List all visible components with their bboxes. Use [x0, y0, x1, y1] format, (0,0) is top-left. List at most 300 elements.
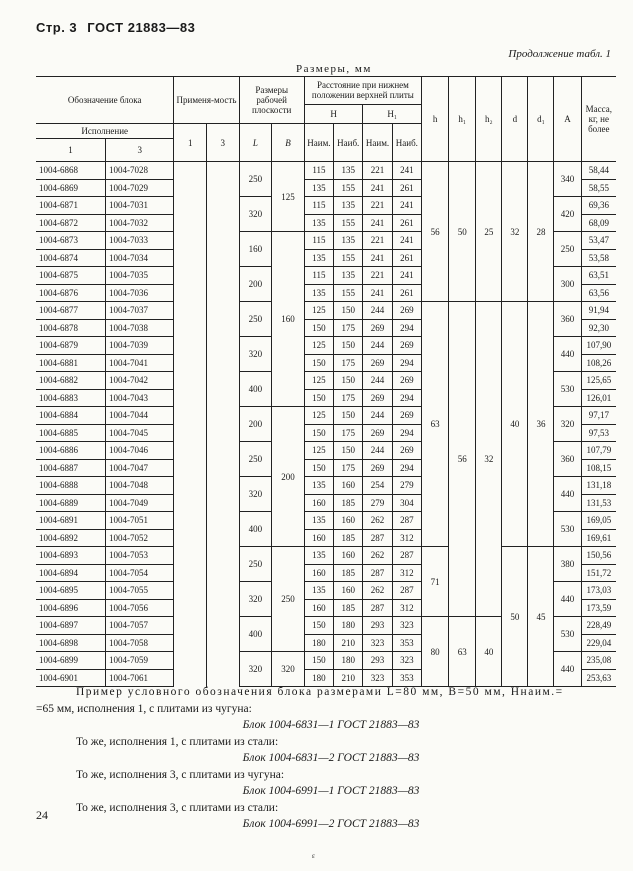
H1-min-cell: 293 [363, 617, 392, 635]
applicability-3-cell [206, 477, 239, 495]
designation-ex1-cell: 1004-6892 [36, 529, 106, 547]
mass-cell: 228,49 [581, 617, 616, 635]
H1-max-cell: 312 [392, 599, 421, 617]
col-A-cell: 440 [554, 477, 581, 512]
mass-cell: 173,03 [581, 582, 616, 600]
applicability-3-cell [206, 354, 239, 372]
H1-min-cell: 241 [363, 249, 392, 267]
H1-min-cell: 269 [363, 424, 392, 442]
designation-ex1-cell: 1004-6895 [36, 582, 106, 600]
H1-min-cell: 244 [363, 407, 392, 425]
mass-cell: 58,44 [581, 162, 616, 180]
distance-header: Расстояние при нижнем положении верхней плиты [304, 77, 421, 105]
H1-min-cell: 269 [363, 319, 392, 337]
applicability-1-header: 1 [174, 124, 207, 162]
applicability-1-cell [174, 529, 207, 547]
designation-ex1-cell: 1004-6888 [36, 477, 106, 495]
mass-cell: 107,79 [581, 442, 616, 460]
col-d1-header: d₁ [528, 77, 554, 162]
bottom-mark: ɛ [312, 852, 315, 860]
H1-max-cell: 269 [392, 372, 421, 390]
H1-min-cell: 241 [363, 214, 392, 232]
col-L-cell: 400 [239, 512, 272, 547]
applicability-1-cell [174, 459, 207, 477]
designation-ex1-cell: 1004-6891 [36, 512, 106, 530]
execution-3-header: 3 [106, 139, 174, 162]
H1-min-cell: 269 [363, 354, 392, 372]
applicability-3-cell [206, 599, 239, 617]
col-L-cell: 400 [239, 372, 272, 407]
H-min-cell: 150 [304, 459, 333, 477]
H1-min-header: Наим. [363, 124, 392, 162]
col-h-header: h [422, 77, 449, 162]
sizes-caption: Размеры, мм [296, 63, 372, 75]
col-A-cell: 300 [554, 267, 581, 302]
applicability-1-cell [174, 372, 207, 390]
col-L-cell: 400 [239, 617, 272, 652]
page-number-label: Стр. 3 [36, 20, 78, 35]
applicability-1-cell [174, 494, 207, 512]
col-h-cell: 80 [422, 617, 449, 687]
H1-min-cell: 323 [363, 634, 392, 652]
mass-cell: 126,01 [581, 389, 616, 407]
H-max-cell: 185 [334, 599, 363, 617]
H-min-cell: 125 [304, 372, 333, 390]
designation-header: Обозначение блока [36, 77, 174, 124]
H1-max-cell: 241 [392, 162, 421, 180]
H-max-cell: 185 [334, 494, 363, 512]
H-min-cell: 180 [304, 669, 333, 687]
H-min-cell: 135 [304, 284, 333, 302]
col-h1-cell: 63 [449, 617, 476, 687]
applicability-3-cell [206, 512, 239, 530]
mass-cell: 63,51 [581, 267, 616, 285]
designation-ex1-cell: 1004-6896 [36, 599, 106, 617]
H1-max-cell: 294 [392, 424, 421, 442]
H1-max-cell: 304 [392, 494, 421, 512]
col-B-cell: 320 [272, 652, 305, 687]
applicability-1-cell [174, 424, 207, 442]
H-max-header: Наиб. [334, 124, 363, 162]
H-min-cell: 125 [304, 337, 333, 355]
H1-max-cell: 269 [392, 302, 421, 320]
designation-ex1-cell: 1004-6887 [36, 459, 106, 477]
H-min-cell: 160 [304, 564, 333, 582]
applicability-3-cell [206, 197, 239, 215]
col-A-cell: 440 [554, 337, 581, 372]
page-header [36, 20, 201, 35]
col-B-cell: 125 [272, 162, 305, 232]
designation-ex3-cell: 1004-7056 [106, 599, 174, 617]
H1-max-cell: 323 [392, 617, 421, 635]
H1-max-cell: 241 [392, 197, 421, 215]
col-L-cell: 250 [239, 302, 272, 337]
applicability-1-cell [174, 407, 207, 425]
applicability-3-cell [206, 459, 239, 477]
applicability-header: Применя-мость [174, 77, 239, 124]
H1-max-cell: 353 [392, 669, 421, 687]
H-min-cell: 135 [304, 582, 333, 600]
applicability-1-cell [174, 582, 207, 600]
col-A-cell: 440 [554, 652, 581, 687]
col-h1-cell: 50 [449, 162, 476, 302]
mass-header: Масса, кг, не более [581, 77, 616, 162]
applicability-1-cell [174, 354, 207, 372]
applicability-1-cell [174, 652, 207, 670]
col-L-cell: 250 [239, 442, 272, 477]
designation-ex3-cell: 1004-7029 [106, 179, 174, 197]
col-h-cell: 56 [422, 162, 449, 302]
mass-cell: 229,04 [581, 634, 616, 652]
applicability-3-cell [206, 442, 239, 460]
H1-max-cell: 261 [392, 284, 421, 302]
mass-cell: 151,72 [581, 564, 616, 582]
mass-cell: 53,58 [581, 249, 616, 267]
designation-ex3-cell: 1004-7053 [106, 547, 174, 565]
mass-cell: 131,53 [581, 494, 616, 512]
H1-max-cell: 279 [392, 477, 421, 495]
applicability-3-cell [206, 564, 239, 582]
table-body [36, 162, 616, 687]
H-max-cell: 185 [334, 564, 363, 582]
H1-min-cell: 279 [363, 494, 392, 512]
H-min-cell: 125 [304, 442, 333, 460]
H1-min-cell: 221 [363, 197, 392, 215]
H1-max-cell: 312 [392, 564, 421, 582]
H1-min-cell: 262 [363, 512, 392, 530]
H1-max-cell: 269 [392, 337, 421, 355]
designation-ex1-cell: 1004-6883 [36, 389, 106, 407]
mass-cell: 91,94 [581, 302, 616, 320]
applicability-3-cell [206, 372, 239, 390]
H1-max-cell: 323 [392, 652, 421, 670]
col-h1-cell: 56 [449, 302, 476, 617]
H-min-cell: 135 [304, 512, 333, 530]
designation-ex3-cell: 1004-7042 [106, 372, 174, 390]
mass-cell: 92,30 [581, 319, 616, 337]
H1-min-cell: 254 [363, 477, 392, 495]
designation-ex1-cell: 1004-6878 [36, 319, 106, 337]
designation-ex1-cell: 1004-6893 [36, 547, 106, 565]
H-min-cell: 125 [304, 407, 333, 425]
applicability-1-cell [174, 477, 207, 495]
mass-cell: 253,63 [581, 669, 616, 687]
H-max-cell: 185 [334, 529, 363, 547]
applicability-1-cell [174, 599, 207, 617]
col-A-cell: 320 [554, 407, 581, 442]
execution-1-header: 1 [36, 139, 106, 162]
designation-ex1-cell: 1004-6872 [36, 214, 106, 232]
applicability-3-cell [206, 547, 239, 565]
standard-label: ГОСТ 21883—83 [87, 20, 196, 35]
designation-ex3-cell: 1004-7054 [106, 564, 174, 582]
col-d1-cell: 45 [528, 547, 554, 687]
designation-ex3-cell: 1004-7038 [106, 319, 174, 337]
designation-ex1-cell: 1004-6874 [36, 249, 106, 267]
working-plane-header: Размеры рабочей плоскости [239, 77, 304, 124]
col-h-cell: 63 [422, 302, 449, 547]
col-B-cell: 250 [272, 547, 305, 652]
H-min-cell: 115 [304, 232, 333, 250]
H1-max-cell: 261 [392, 214, 421, 232]
mass-cell: 97,53 [581, 424, 616, 442]
H1-max-cell: 261 [392, 179, 421, 197]
example-designation-3: Блок 1004-6991—1 ГОСТ 21883—83 [242, 785, 420, 797]
designation-ex1-cell: 1004-6869 [36, 179, 106, 197]
applicability-3-cell [206, 232, 239, 250]
H-min-cell: 115 [304, 162, 333, 180]
example-intro-cont: =65 мм, исполнения 1, с плитами из чугуна: [36, 702, 252, 715]
designation-ex1-cell: 1004-6884 [36, 407, 106, 425]
applicability-1-cell [174, 634, 207, 652]
H1-max-cell: 261 [392, 249, 421, 267]
designation-ex1-cell: 1004-6889 [36, 494, 106, 512]
H1-min-cell: 293 [363, 652, 392, 670]
H1-min-cell: 323 [363, 669, 392, 687]
designation-ex1-cell: 1004-6882 [36, 372, 106, 390]
applicability-3-cell [206, 634, 239, 652]
designation-ex1-cell: 1004-6877 [36, 302, 106, 320]
col-d-cell: 50 [502, 547, 528, 687]
mass-cell: 97,17 [581, 407, 616, 425]
col-L-cell: 250 [239, 162, 272, 197]
col-d1-cell: 36 [528, 302, 554, 547]
applicability-1-cell [174, 249, 207, 267]
col-d-header: d [502, 77, 528, 162]
H1-max-cell: 287 [392, 547, 421, 565]
H-min-cell: 150 [304, 652, 333, 670]
col-A-cell: 530 [554, 617, 581, 652]
H1-max-cell: 294 [392, 354, 421, 372]
mass-cell: 235,08 [581, 652, 616, 670]
H-min-cell: 135 [304, 477, 333, 495]
H1-max-cell: 312 [392, 529, 421, 547]
col-A-cell: 530 [554, 512, 581, 547]
H1-max-cell: 269 [392, 407, 421, 425]
designation-ex3-cell: 1004-7061 [106, 669, 174, 687]
col-B-header: B [272, 124, 305, 162]
col-h2-cell: 32 [476, 302, 502, 617]
col-h2-cell: 25 [476, 162, 502, 302]
designation-ex1-cell: 1004-6899 [36, 652, 106, 670]
applicability-1-cell [174, 284, 207, 302]
table-row [36, 302, 616, 320]
applicability-3-cell [206, 617, 239, 635]
designation-ex3-cell: 1004-7055 [106, 582, 174, 600]
designation-ex3-cell: 1004-7049 [106, 494, 174, 512]
H-max-cell: 160 [334, 547, 363, 565]
H-max-cell: 150 [334, 337, 363, 355]
H-min-cell: 150 [304, 424, 333, 442]
designation-ex3-cell: 1004-7036 [106, 284, 174, 302]
applicability-3-header: 3 [206, 124, 239, 162]
mass-cell: 69,36 [581, 197, 616, 215]
mass-cell: 131,18 [581, 477, 616, 495]
H-max-cell: 150 [334, 442, 363, 460]
continued-label: Продолжение табл. 1 [508, 48, 611, 60]
mass-cell: 108,26 [581, 354, 616, 372]
applicability-1-cell [174, 197, 207, 215]
mass-cell: 173,59 [581, 599, 616, 617]
H-max-cell: 150 [334, 407, 363, 425]
H-min-cell: 135 [304, 179, 333, 197]
mass-cell: 63,56 [581, 284, 616, 302]
col-L-cell: 160 [239, 232, 272, 267]
applicability-1-cell [174, 512, 207, 530]
H-max-cell: 155 [334, 249, 363, 267]
H-min-cell: 115 [304, 197, 333, 215]
applicability-1-cell [174, 319, 207, 337]
H-min-cell: 150 [304, 389, 333, 407]
H-min-cell: 115 [304, 267, 333, 285]
H-max-cell: 135 [334, 267, 363, 285]
H-max-cell: 180 [334, 617, 363, 635]
H-min-cell: 150 [304, 354, 333, 372]
H1-min-cell: 221 [363, 162, 392, 180]
col-L-cell: 320 [239, 652, 272, 687]
designation-ex1-cell: 1004-6879 [36, 337, 106, 355]
col-d-cell: 32 [502, 162, 528, 302]
col-L-cell: 320 [239, 337, 272, 372]
designation-ex3-cell: 1004-7039 [106, 337, 174, 355]
col-A-cell: 530 [554, 372, 581, 407]
applicability-1-cell [174, 267, 207, 285]
designation-ex1-cell: 1004-6898 [36, 634, 106, 652]
H-max-cell: 150 [334, 302, 363, 320]
mass-cell: 53,47 [581, 232, 616, 250]
col-H-header: H [304, 104, 363, 123]
H1-max-cell: 287 [392, 512, 421, 530]
designation-ex3-cell: 1004-7059 [106, 652, 174, 670]
example-designation-2: Блок 1004-6831—2 ГОСТ 21883—83 [242, 752, 420, 764]
H1-min-cell: 262 [363, 582, 392, 600]
col-L-header: L [239, 124, 272, 162]
example-line-4: То же, исполнения 3, с плитами из стали: [76, 801, 279, 814]
mass-cell: 169,61 [581, 529, 616, 547]
H-min-cell: 160 [304, 599, 333, 617]
applicability-1-cell [174, 389, 207, 407]
example-designation-1: Блок 1004-6831—1 ГОСТ 21883—83 [242, 719, 420, 731]
applicability-3-cell [206, 389, 239, 407]
designation-ex3-cell: 1004-7037 [106, 302, 174, 320]
designation-ex1-cell: 1004-6886 [36, 442, 106, 460]
applicability-3-cell [206, 179, 239, 197]
applicability-3-cell [206, 267, 239, 285]
H1-max-header: Наиб. [392, 124, 421, 162]
designation-ex3-cell: 1004-7048 [106, 477, 174, 495]
H1-min-cell: 241 [363, 179, 392, 197]
H-min-cell: 135 [304, 547, 333, 565]
applicability-1-cell [174, 302, 207, 320]
execution-header: Исполнение [36, 124, 174, 139]
designation-ex1-cell: 1004-6881 [36, 354, 106, 372]
applicability-3-cell [206, 214, 239, 232]
col-A-cell: 340 [554, 162, 581, 197]
designation-ex3-cell: 1004-7034 [106, 249, 174, 267]
designation-ex3-cell: 1004-7043 [106, 389, 174, 407]
H1-max-cell: 294 [392, 389, 421, 407]
applicability-3-cell [206, 284, 239, 302]
col-A-cell: 420 [554, 197, 581, 232]
col-H1-header: H₁ [363, 104, 422, 123]
designation-ex1-cell: 1004-6871 [36, 197, 106, 215]
designation-ex3-cell: 1004-7051 [106, 512, 174, 530]
H-min-cell: 160 [304, 494, 333, 512]
H1-max-cell: 294 [392, 319, 421, 337]
col-L-cell: 200 [239, 267, 272, 302]
H-max-cell: 175 [334, 459, 363, 477]
H1-min-cell: 287 [363, 599, 392, 617]
designation-ex1-cell: 1004-6901 [36, 669, 106, 687]
H-min-cell: 150 [304, 319, 333, 337]
example-designation-4: Блок 1004-6991—2 ГОСТ 21883—83 [242, 818, 420, 830]
H1-min-cell: 244 [363, 302, 392, 320]
col-h2-cell: 40 [476, 617, 502, 687]
H1-max-cell: 241 [392, 267, 421, 285]
applicability-1-cell [174, 214, 207, 232]
mass-cell: 107,90 [581, 337, 616, 355]
H1-min-cell: 262 [363, 547, 392, 565]
applicability-3-cell [206, 407, 239, 425]
H1-min-cell: 287 [363, 529, 392, 547]
example-block [36, 684, 626, 833]
example-line-2: То же, исполнения 1, с плитами из стали: [76, 735, 279, 748]
H-max-cell: 155 [334, 214, 363, 232]
col-B-cell: 160 [272, 232, 305, 407]
applicability-3-cell [206, 319, 239, 337]
H1-min-cell: 269 [363, 389, 392, 407]
mass-cell: 150,56 [581, 547, 616, 565]
designation-ex3-cell: 1004-7028 [106, 162, 174, 180]
applicability-3-cell [206, 494, 239, 512]
applicability-1-cell [174, 564, 207, 582]
col-h-cell: 71 [422, 547, 449, 617]
H-min-cell: 150 [304, 617, 333, 635]
applicability-1-cell [174, 179, 207, 197]
mass-cell: 108,15 [581, 459, 616, 477]
mass-cell: 58,55 [581, 179, 616, 197]
col-A-cell: 360 [554, 442, 581, 477]
dimensions-table [36, 76, 616, 687]
designation-ex3-cell: 1004-7045 [106, 424, 174, 442]
H-max-cell: 210 [334, 634, 363, 652]
H1-max-cell: 241 [392, 232, 421, 250]
H-max-cell: 160 [334, 477, 363, 495]
H1-min-cell: 269 [363, 459, 392, 477]
designation-ex1-cell: 1004-6873 [36, 232, 106, 250]
col-d-cell: 40 [502, 302, 528, 547]
H-min-cell: 135 [304, 214, 333, 232]
H-max-cell: 175 [334, 319, 363, 337]
designation-ex1-cell: 1004-6894 [36, 564, 106, 582]
applicability-3-cell [206, 652, 239, 670]
applicability-3-cell [206, 337, 239, 355]
applicability-3-cell [206, 424, 239, 442]
H-max-cell: 175 [334, 424, 363, 442]
H1-max-cell: 287 [392, 582, 421, 600]
designation-ex3-cell: 1004-7033 [106, 232, 174, 250]
example-line-3: То же, исполнения 3, с плитами из чугуна: [76, 768, 285, 781]
col-L-cell: 320 [239, 197, 272, 232]
H-max-cell: 180 [334, 652, 363, 670]
H-max-cell: 160 [334, 512, 363, 530]
applicability-3-cell [206, 162, 239, 180]
designation-ex3-cell: 1004-7031 [106, 197, 174, 215]
H1-max-cell: 353 [392, 634, 421, 652]
col-A-cell: 380 [554, 547, 581, 582]
designation-ex3-cell: 1004-7035 [106, 267, 174, 285]
designation-ex1-cell: 1004-6876 [36, 284, 106, 302]
